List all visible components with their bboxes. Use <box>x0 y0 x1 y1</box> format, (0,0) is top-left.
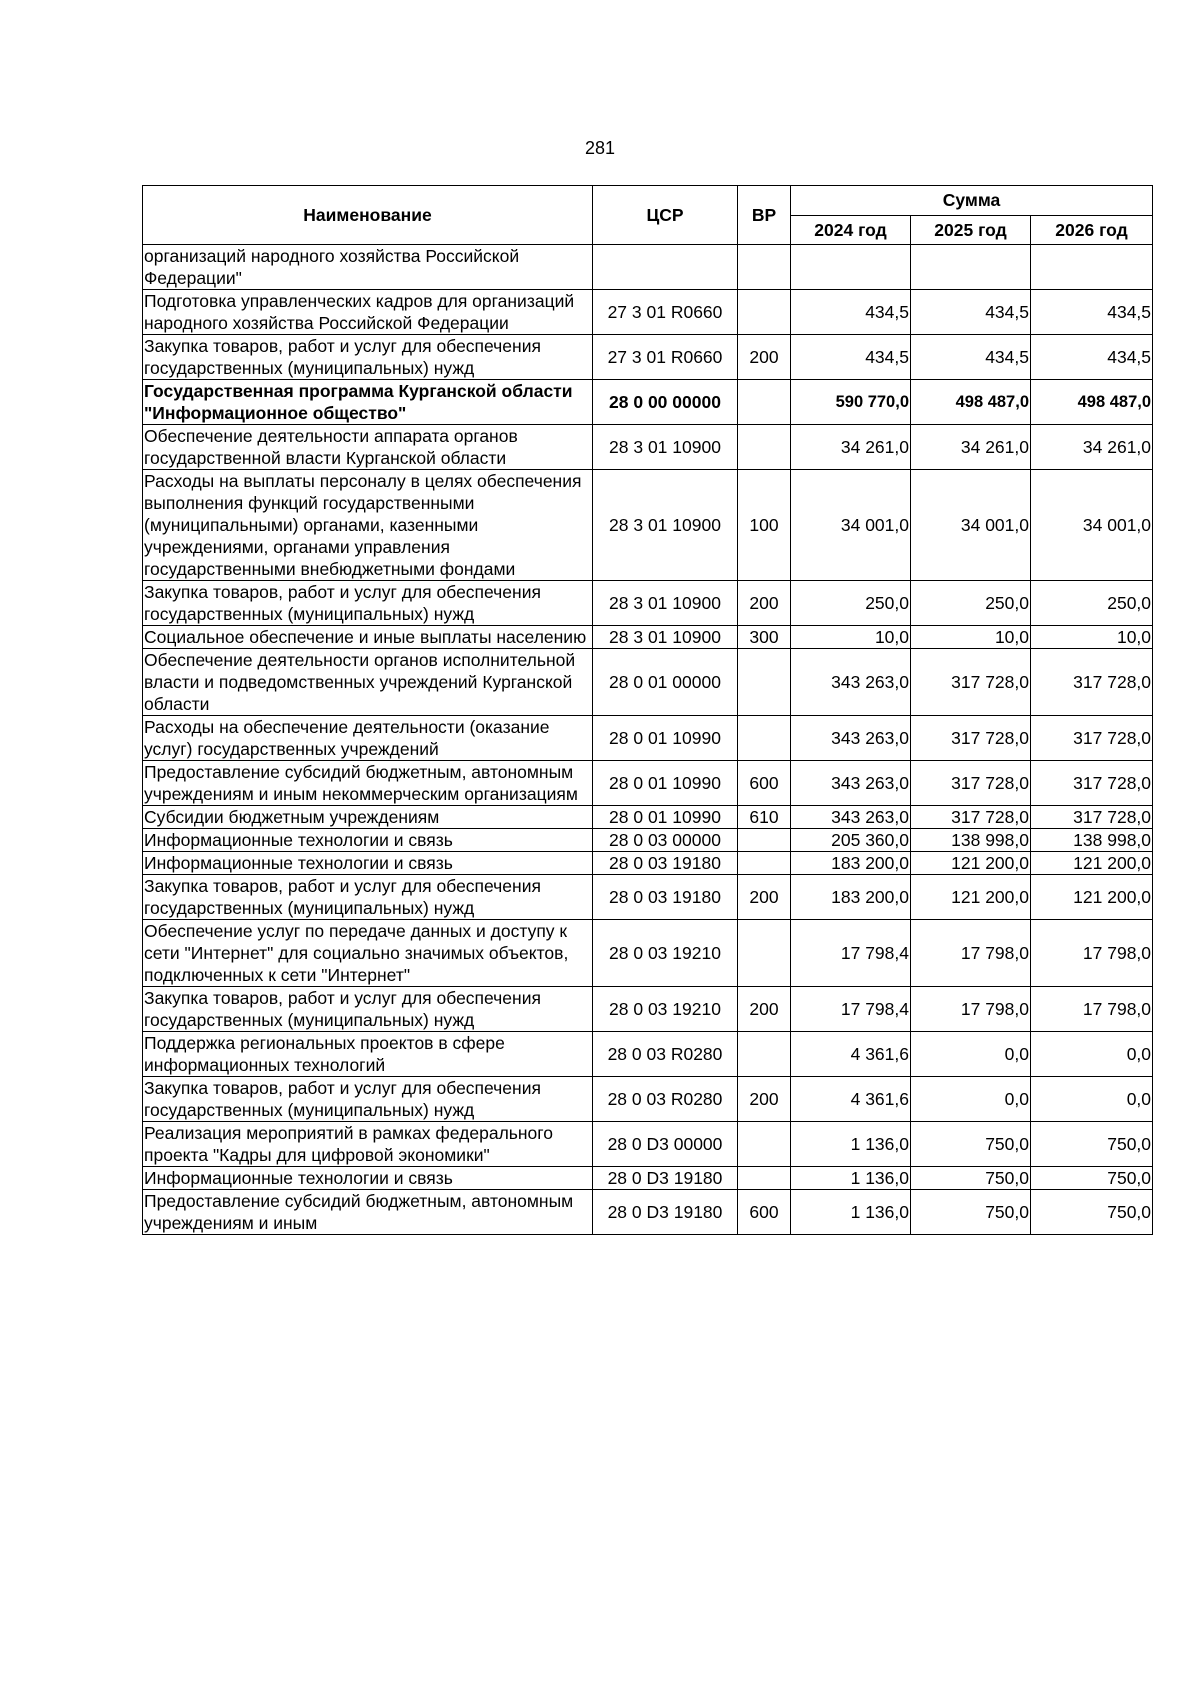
cell-csr: 28 0 01 10990 <box>593 716 738 761</box>
cell-2026: 317 728,0 <box>1031 761 1153 806</box>
table-row <box>143 425 1153 470</box>
cell-2026: 121 200,0 <box>1031 875 1153 920</box>
cell-2025: 121 200,0 <box>911 852 1031 875</box>
cell-vr <box>738 245 791 290</box>
table-row <box>143 335 1153 380</box>
table-row <box>143 470 1153 581</box>
cell-2025: 434,5 <box>911 335 1031 380</box>
cell-2024: 17 798,4 <box>791 920 911 987</box>
cell-2026: 10,0 <box>1031 626 1153 649</box>
cell-2026: 17 798,0 <box>1031 920 1153 987</box>
cell-2024: 250,0 <box>791 581 911 626</box>
cell-2026 <box>1031 245 1153 290</box>
table-row <box>143 716 1153 761</box>
cell-2026: 17 798,0 <box>1031 987 1153 1032</box>
cell-2024: 1 136,0 <box>791 1190 911 1235</box>
header-sum: Сумма <box>791 186 1153 216</box>
cell-2024: 343 263,0 <box>791 761 911 806</box>
cell-2026: 121 200,0 <box>1031 852 1153 875</box>
table-row <box>143 1077 1153 1122</box>
cell-name: Предоставление субсидий бюджетным, автономным учреждениям и иным <box>143 1190 593 1235</box>
cell-vr: 600 <box>738 1190 791 1235</box>
cell-vr <box>738 852 791 875</box>
cell-vr <box>738 1032 791 1077</box>
cell-2025: 34 261,0 <box>911 425 1031 470</box>
cell-csr: 28 0 D3 19180 <box>593 1190 738 1235</box>
cell-2025: 34 001,0 <box>911 470 1031 581</box>
cell-name: Информационные технологии и связь <box>143 852 593 875</box>
header-year-2026: 2026 год <box>1031 215 1153 245</box>
cell-name: Закупка товаров, работ и услуг для обеспечения государственных (муниципальных) нужд <box>143 987 593 1032</box>
cell-vr: 200 <box>738 581 791 626</box>
cell-2024: 343 263,0 <box>791 806 911 829</box>
cell-name: организаций народного хозяйства Российской Федерации" <box>143 245 593 290</box>
cell-2025 <box>911 245 1031 290</box>
cell-2025: 317 728,0 <box>911 716 1031 761</box>
cell-2024 <box>791 245 911 290</box>
cell-2026: 317 728,0 <box>1031 806 1153 829</box>
cell-2025: 750,0 <box>911 1190 1031 1235</box>
header-vr: ВР <box>738 186 791 245</box>
table-row <box>143 290 1153 335</box>
cell-csr: 28 0 D3 00000 <box>593 1122 738 1167</box>
cell-2024: 10,0 <box>791 626 911 649</box>
cell-name: Закупка товаров, работ и услуг для обеспечения государственных (муниципальных) нужд <box>143 1077 593 1122</box>
budget-table <box>142 185 1153 1235</box>
cell-2024: 34 261,0 <box>791 425 911 470</box>
cell-2024: 1 136,0 <box>791 1167 911 1190</box>
table-row <box>143 581 1153 626</box>
table-row <box>143 1167 1153 1190</box>
cell-name: Закупка товаров, работ и услуг для обеспечения государственных (муниципальных) нужд <box>143 875 593 920</box>
cell-csr: 28 3 01 10900 <box>593 626 738 649</box>
table-row <box>143 920 1153 987</box>
cell-csr: 28 0 01 10990 <box>593 806 738 829</box>
cell-vr: 100 <box>738 470 791 581</box>
cell-vr: 610 <box>738 806 791 829</box>
cell-vr <box>738 290 791 335</box>
cell-2026: 434,5 <box>1031 335 1153 380</box>
cell-vr <box>738 649 791 716</box>
table-row <box>143 829 1153 852</box>
cell-2025: 250,0 <box>911 581 1031 626</box>
cell-csr: 27 3 01 R0660 <box>593 290 738 335</box>
cell-2024: 205 360,0 <box>791 829 911 852</box>
cell-2025: 317 728,0 <box>911 806 1031 829</box>
table-row <box>143 649 1153 716</box>
header-name: Наименование <box>143 186 593 245</box>
cell-2025: 498 487,0 <box>911 380 1031 425</box>
table-row <box>143 852 1153 875</box>
cell-csr <box>593 245 738 290</box>
cell-2024: 183 200,0 <box>791 852 911 875</box>
cell-2024: 343 263,0 <box>791 716 911 761</box>
cell-vr: 200 <box>738 875 791 920</box>
header-year-2024: 2024 год <box>791 215 911 245</box>
cell-name: Информационные технологии и связь <box>143 829 593 852</box>
cell-vr: 200 <box>738 335 791 380</box>
cell-vr <box>738 1167 791 1190</box>
cell-name: Предоставление субсидий бюджетным, автономным учреждениям и иным некоммерческим организациям <box>143 761 593 806</box>
cell-name: Подготовка управленческих кадров для организаций народного хозяйства Российской Федерации <box>143 290 593 335</box>
cell-vr: 300 <box>738 626 791 649</box>
cell-2024: 34 001,0 <box>791 470 911 581</box>
cell-name: Обеспечение услуг по передаче данных и доступу к сети "Интернет" для социально значимых объектов, подключенных к сети "Интернет" <box>143 920 593 987</box>
cell-2026: 34 001,0 <box>1031 470 1153 581</box>
cell-2026: 0,0 <box>1031 1032 1153 1077</box>
table-row <box>143 806 1153 829</box>
cell-csr: 28 0 03 19210 <box>593 920 738 987</box>
cell-vr: 200 <box>738 987 791 1032</box>
cell-name: Информационные технологии и связь <box>143 1167 593 1190</box>
cell-2024: 4 361,6 <box>791 1077 911 1122</box>
cell-name: Субсидии бюджетным учреждениям <box>143 806 593 829</box>
cell-csr: 28 0 00 00000 <box>593 380 738 425</box>
cell-2024: 343 263,0 <box>791 649 911 716</box>
cell-2024: 183 200,0 <box>791 875 911 920</box>
cell-2026: 0,0 <box>1031 1077 1153 1122</box>
cell-vr <box>738 1122 791 1167</box>
cell-name: Закупка товаров, работ и услуг для обеспечения государственных (муниципальных) нужд <box>143 335 593 380</box>
cell-2024: 4 361,6 <box>791 1032 911 1077</box>
table-body <box>143 245 1153 1235</box>
cell-name: Расходы на выплаты персоналу в целях обеспечения выполнения функций государственными (муниципальными) органами, казенными учреждениями, органами управления государственными внебюджетными фондами <box>143 470 593 581</box>
cell-name: Поддержка региональных проектов в сфере информационных технологий <box>143 1032 593 1077</box>
cell-name: Расходы на обеспечение деятельности (оказание услуг) государственных учреждений <box>143 716 593 761</box>
cell-name: Государственная программа Курганской области "Информационное общество" <box>143 380 593 425</box>
cell-2025: 750,0 <box>911 1122 1031 1167</box>
cell-2025: 138 998,0 <box>911 829 1031 852</box>
cell-2026: 498 487,0 <box>1031 380 1153 425</box>
cell-vr <box>738 829 791 852</box>
table-row <box>143 1032 1153 1077</box>
table-header <box>143 186 1153 245</box>
cell-name: Реализация мероприятий в рамках федерального проекта "Кадры для цифровой экономики" <box>143 1122 593 1167</box>
cell-2026: 750,0 <box>1031 1167 1153 1190</box>
table-row <box>143 245 1153 290</box>
cell-csr: 28 0 01 00000 <box>593 649 738 716</box>
cell-2025: 317 728,0 <box>911 761 1031 806</box>
cell-csr: 28 3 01 10900 <box>593 425 738 470</box>
cell-csr: 28 0 03 19180 <box>593 875 738 920</box>
table-row <box>143 761 1153 806</box>
cell-csr: 28 0 03 00000 <box>593 829 738 852</box>
cell-vr: 600 <box>738 761 791 806</box>
cell-2026: 138 998,0 <box>1031 829 1153 852</box>
cell-2025: 17 798,0 <box>911 987 1031 1032</box>
cell-csr: 28 3 01 10900 <box>593 581 738 626</box>
cell-2025: 121 200,0 <box>911 875 1031 920</box>
cell-2025: 434,5 <box>911 290 1031 335</box>
cell-csr: 28 0 01 10990 <box>593 761 738 806</box>
cell-name: Социальное обеспечение и иные выплаты населению <box>143 626 593 649</box>
cell-2026: 250,0 <box>1031 581 1153 626</box>
cell-2025: 10,0 <box>911 626 1031 649</box>
table-row <box>143 875 1153 920</box>
table-row <box>143 1122 1153 1167</box>
cell-2026: 317 728,0 <box>1031 716 1153 761</box>
cell-2026: 750,0 <box>1031 1190 1153 1235</box>
header-csr: ЦСР <box>593 186 738 245</box>
page-number: 281 <box>584 138 616 158</box>
cell-csr: 28 3 01 10900 <box>593 470 738 581</box>
cell-csr: 28 0 03 19210 <box>593 987 738 1032</box>
table-row <box>143 987 1153 1032</box>
cell-2025: 750,0 <box>911 1167 1031 1190</box>
cell-2026: 750,0 <box>1031 1122 1153 1167</box>
cell-2025: 17 798,0 <box>911 920 1031 987</box>
cell-2024: 1 136,0 <box>791 1122 911 1167</box>
cell-2025: 0,0 <box>911 1032 1031 1077</box>
cell-name: Закупка товаров, работ и услуг для обеспечения государственных (муниципальных) нужд <box>143 581 593 626</box>
cell-2025: 317 728,0 <box>911 649 1031 716</box>
cell-2026: 434,5 <box>1031 290 1153 335</box>
cell-vr <box>738 716 791 761</box>
table-row <box>143 626 1153 649</box>
table-row <box>143 380 1153 425</box>
cell-csr: 28 0 03 R0280 <box>593 1032 738 1077</box>
cell-2025: 0,0 <box>911 1077 1031 1122</box>
cell-csr: 28 0 03 R0280 <box>593 1077 738 1122</box>
cell-vr <box>738 380 791 425</box>
cell-2024: 590 770,0 <box>791 380 911 425</box>
cell-2024: 17 798,4 <box>791 987 911 1032</box>
table-row <box>143 1190 1153 1235</box>
cell-name: Обеспечение деятельности органов исполнительной власти и подведомственных учреждений Курганской области <box>143 649 593 716</box>
cell-2026: 317 728,0 <box>1031 649 1153 716</box>
cell-vr: 200 <box>738 1077 791 1122</box>
cell-csr: 27 3 01 R0660 <box>593 335 738 380</box>
cell-vr <box>738 425 791 470</box>
cell-2024: 434,5 <box>791 335 911 380</box>
cell-2024: 434,5 <box>791 290 911 335</box>
cell-2026: 34 261,0 <box>1031 425 1153 470</box>
cell-name: Обеспечение деятельности аппарата органов государственной власти Курганской области <box>143 425 593 470</box>
cell-vr <box>738 920 791 987</box>
header-year-2025: 2025 год <box>911 215 1031 245</box>
cell-csr: 28 0 D3 19180 <box>593 1167 738 1190</box>
cell-csr: 28 0 03 19180 <box>593 852 738 875</box>
